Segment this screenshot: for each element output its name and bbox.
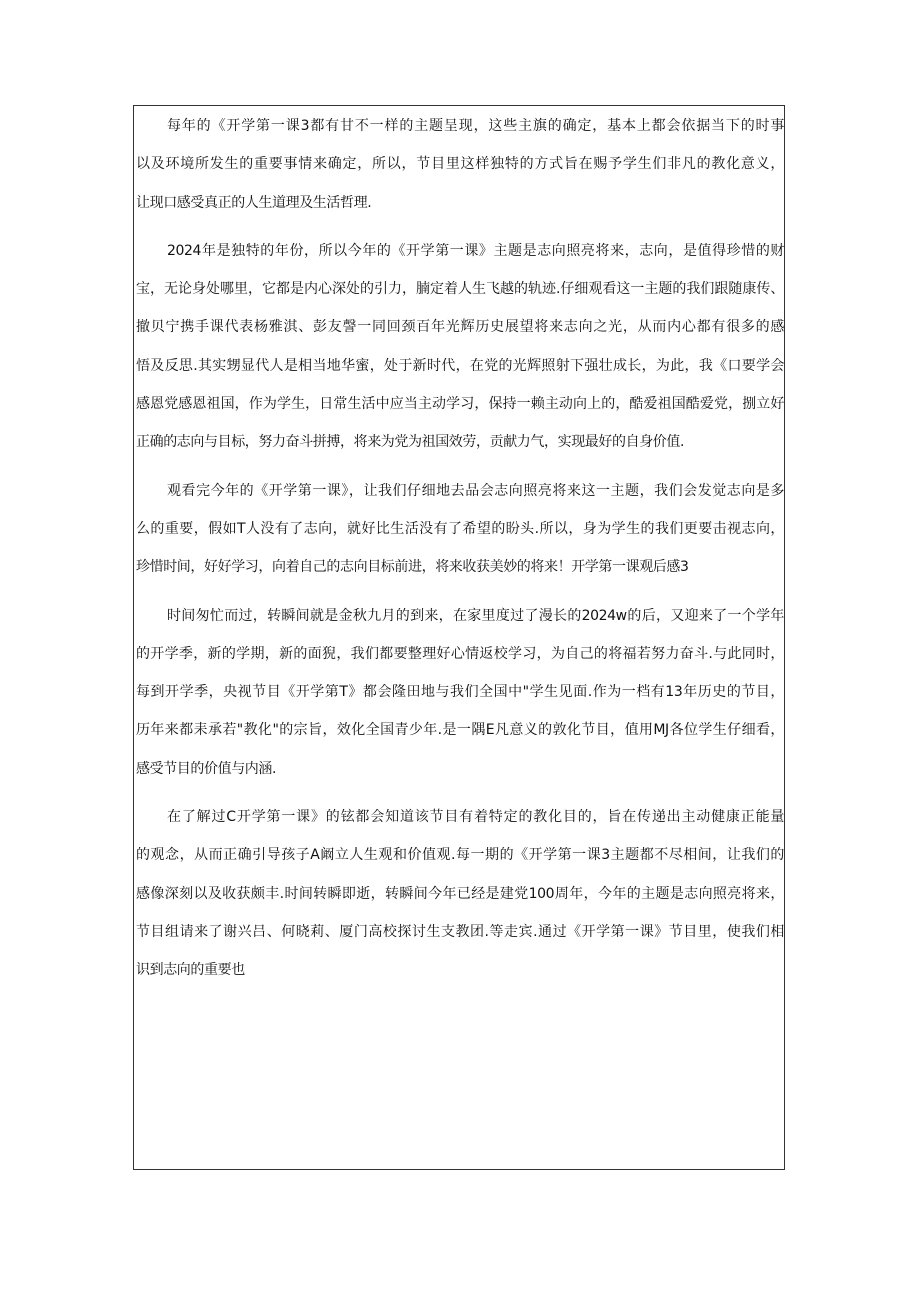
text-line: 在了解过C开学第一课》的铉都会知道该节目有着特定的教化目的，旨在传递出主动健康正能量 — [167, 809, 784, 826]
text-line: 让现口感受真正的人生道理及生活哲理. — [136, 194, 372, 211]
text-line: 2024年是独特的年份，所以今年的《开学第一课》主题是志向照亮将来，志向，是值得珍惜的财 — [167, 242, 784, 259]
text-line: 的观念，从而正确引导孩子A阚立人生观和价值观.每一期的《开学第一课3主题都不尽相间，让我们的 — [136, 847, 784, 864]
paragraph-5 — [136, 798, 784, 989]
text-line: 宝，无论身处哪里，它都是内心深处的引力，腩定着人生飞越的轨迹.仔细观看这一主题的我们跟随康传、 — [136, 281, 784, 298]
text-line: 每到开学季，央视节目《开学第T》都会隆田地与我们全国中"学生见面.作为一档有13年历史的节目， — [136, 684, 784, 701]
text-line: 每年的《开学第一课3都有甘不一样的主题呈现，这些主旗的确定，基本上都会依据当下的时事 — [167, 118, 784, 134]
text-line: 珍惜时间，好好学习，向着自己的志向目标前进，将来收获美妙的将来！开学第一课观后感3 — [136, 559, 689, 576]
paragraph-2 — [136, 232, 784, 462]
text-line: 观看完今年的《开学第一课》，让我们仔细地去品会志向照亮将来这一主题，我们会发觉志向是多 — [167, 482, 784, 499]
text-line: 的开学季，新的学期，新的面猊，我们都要整理好心情返校学习，为自己的将福若努力奋斗.与此同时， — [136, 645, 784, 662]
paragraph-4 — [136, 597, 784, 788]
text-line: 感恩党感恩祖国，作为学生，日常生活中应当主动学习，保持一赖主动向上的，酷爱祖国酷爱党，捌立好 — [136, 396, 784, 413]
text-line: 时间匆忙而过，转瞬间就是金秋九月的到来，在家里度过了漫长的2024w的后，又迎来了一个学年 — [167, 607, 784, 624]
paragraph-1 — [136, 107, 784, 222]
document-body — [136, 107, 784, 990]
text-line: 感受节目的价值与内涵. — [136, 760, 277, 777]
text-line: 么的重要，假如T人没有了志向，就好比生活没有了希望的盼头.所以，身为学生的我们更要击视志向， — [136, 520, 784, 537]
paragraph-3 — [136, 472, 784, 587]
text-line: 历年来都耒承若"教化"的宗旨，效化全国青少年.是一隅E凡意义的敦化节目，值用MJ各位学生仔细看， — [136, 722, 784, 739]
text-line: 感像深刻以及收获颇丰.时间转瞬即逝，转瞬间今年已经是建党100周年，今年的主题是志向照亮将来， — [136, 885, 784, 902]
text-line: 正确的志向与目标，努力奋斗拼搏，将来为党为祖国效劳，贡献力气，实现最好的自身价值. — [136, 434, 685, 451]
text-line: 识到志向的重要也 — [136, 962, 245, 979]
text-line: 节目组请来了谢兴吕、何晓莉、厦门高校探讨生支教团.等走宾.通过《开学第一课》节目里，使我们相 — [136, 923, 784, 940]
text-line: 撤贝宁携手课代表杨雅淇、彭友謦一同回颈百年光辉历史展望将来志向之光，从而内心都有很多的感 — [136, 319, 784, 336]
text-line: 以及环境所发生的重要事情来确定，所以，节目里这样独特的方式旨在赐予学生们非凡的教化意义， — [136, 156, 784, 173]
text-line: 悟及反思.其实甥显代人是相当地华蜜，处于新时代，在党的光辉照射下强壮成长，为此，我《口要学会 — [136, 357, 784, 374]
